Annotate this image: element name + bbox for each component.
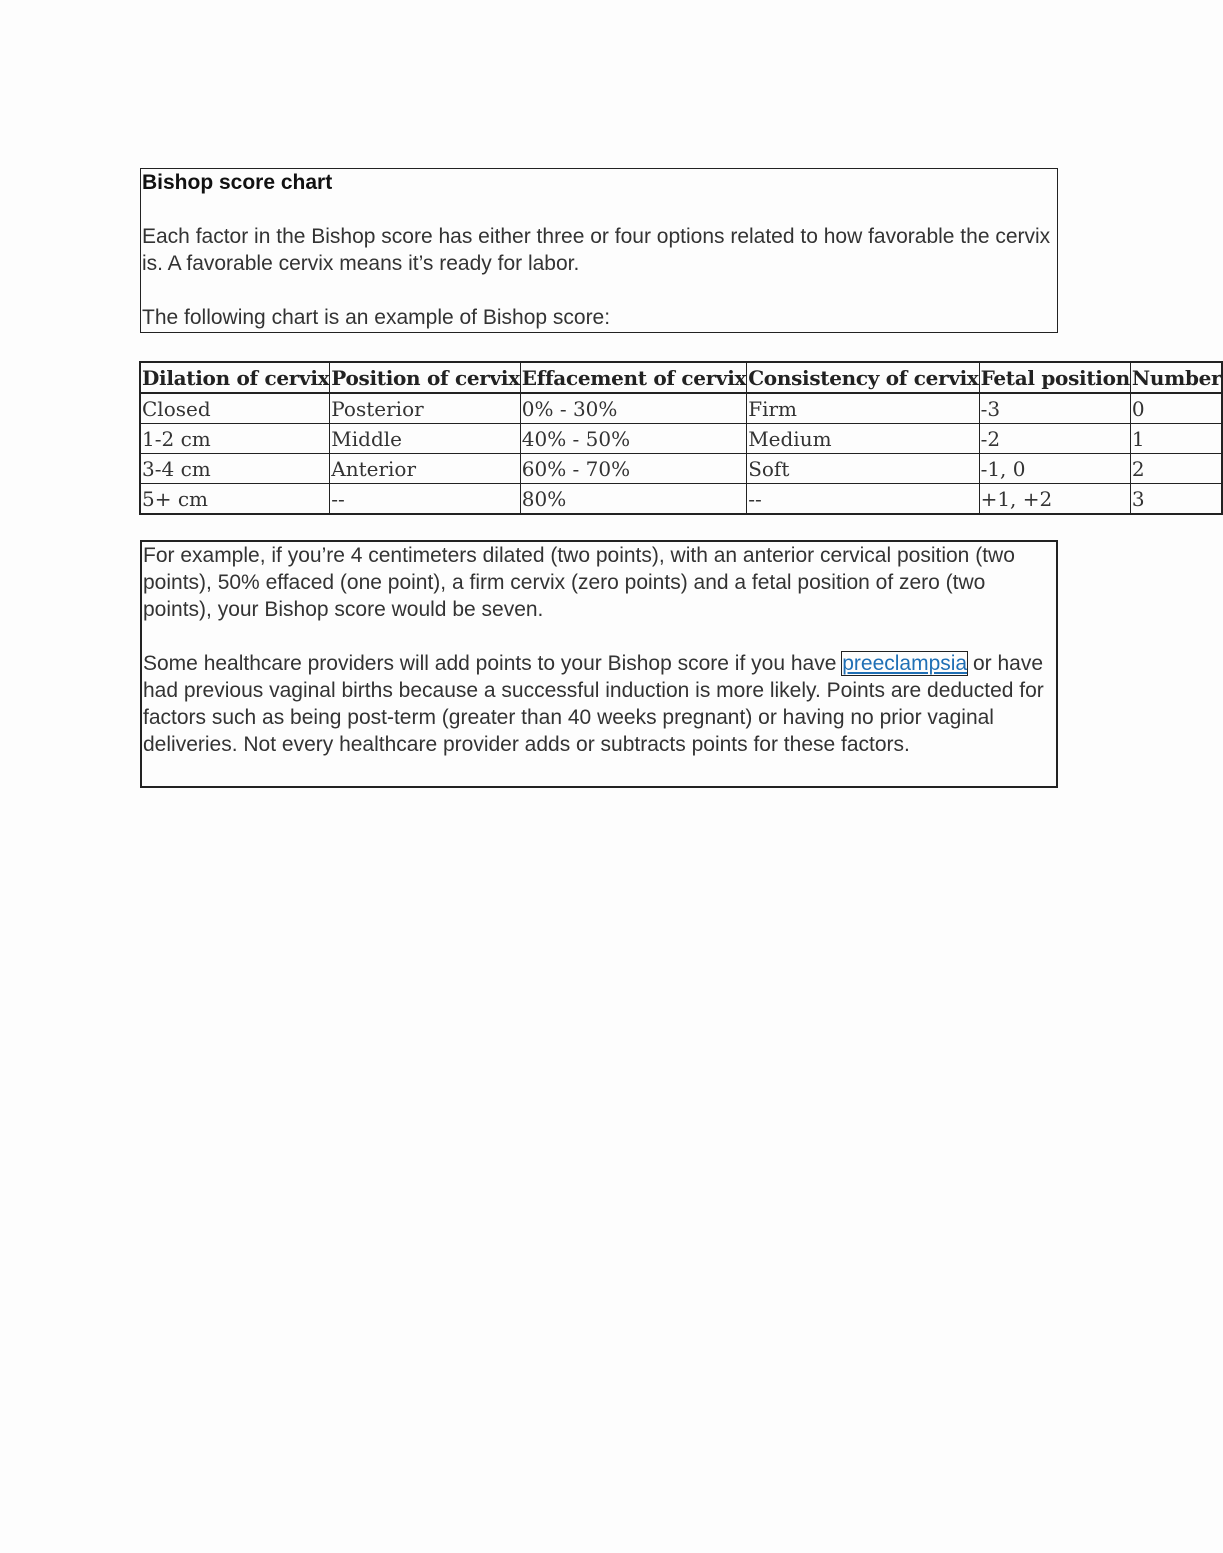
header-number: Number bbox=[1130, 362, 1222, 393]
table-cell: 1-2 cm bbox=[140, 424, 330, 454]
example-box bbox=[140, 540, 1058, 788]
table-row bbox=[140, 454, 1222, 484]
table-cell: Posterior bbox=[330, 393, 520, 424]
header-consistency: Consistency of cervix bbox=[747, 362, 979, 393]
header-position: Position of cervix bbox=[330, 362, 520, 393]
intro-box bbox=[140, 168, 1058, 333]
example-paragraph: For example, if you’re 4 centimeters dilated (two points), with an anterior cervical position (two points), 50% effaced (one point), a firm cervix (zero points) and a fetal position of zero (two points), your Bishop score would be seven. bbox=[143, 544, 1015, 621]
adjustment-paragraph bbox=[143, 650, 1055, 758]
table-cell: Firm bbox=[747, 393, 979, 424]
table-cell: -- bbox=[747, 484, 979, 515]
table-cell: 0 bbox=[1130, 393, 1222, 424]
adjustment-text-before: Some healthcare providers will add points to your Bishop score if you have bbox=[143, 652, 843, 675]
table-cell: 0% - 30% bbox=[520, 393, 746, 424]
table-cell: -- bbox=[330, 484, 520, 515]
table-cell: 3-4 cm bbox=[140, 454, 330, 484]
adjustment-text-after: or have had previous vaginal births because a successful induction is more likely. Points are deducted for factors such as being post-term (greater than 40 weeks pregnant) or having no prior vaginal deliveries. Not every healthcare provider adds or subtracts points for these factors. bbox=[143, 652, 1044, 756]
table-cell: 60% - 70% bbox=[520, 454, 746, 484]
chart-intro-sentence: The following chart is an example of Bishop score: bbox=[142, 306, 611, 329]
table-row bbox=[140, 424, 1222, 454]
table-cell: 5+ cm bbox=[140, 484, 330, 515]
bishop-score-table bbox=[139, 361, 1223, 515]
table-cell: -3 bbox=[979, 393, 1130, 424]
table-cell: Closed bbox=[140, 393, 330, 424]
table-header-row bbox=[140, 362, 1222, 393]
table-row bbox=[140, 484, 1222, 515]
preeclampsia-link[interactable]: preeclampsia bbox=[842, 652, 968, 675]
table-cell: 1 bbox=[1130, 424, 1222, 454]
table-cell: Soft bbox=[747, 454, 979, 484]
table-cell: 3 bbox=[1130, 484, 1222, 515]
table-cell: 2 bbox=[1130, 454, 1222, 484]
chart-title: Bishop score chart bbox=[142, 171, 333, 194]
table-cell: +1, +2 bbox=[979, 484, 1130, 515]
table-cell: 80% bbox=[520, 484, 746, 515]
table-cell: 40% - 50% bbox=[520, 424, 746, 454]
table-cell: Middle bbox=[330, 424, 520, 454]
header-effacement: Effacement of cervix bbox=[520, 362, 746, 393]
intro-paragraph: Each factor in the Bishop score has either three or four options related to how favorable the cervix is. A favorable cervix means it’s ready for labor. bbox=[142, 225, 1051, 275]
header-dilation: Dilation of cervix bbox=[140, 362, 330, 393]
table-cell: Medium bbox=[747, 424, 979, 454]
table-row bbox=[140, 393, 1222, 424]
table-cell: Anterior bbox=[330, 454, 520, 484]
table-cell: -2 bbox=[979, 424, 1130, 454]
bishop-table-container bbox=[139, 361, 1222, 516]
header-fetal-position: Fetal position bbox=[979, 362, 1130, 393]
table-cell: -1, 0 bbox=[979, 454, 1130, 484]
